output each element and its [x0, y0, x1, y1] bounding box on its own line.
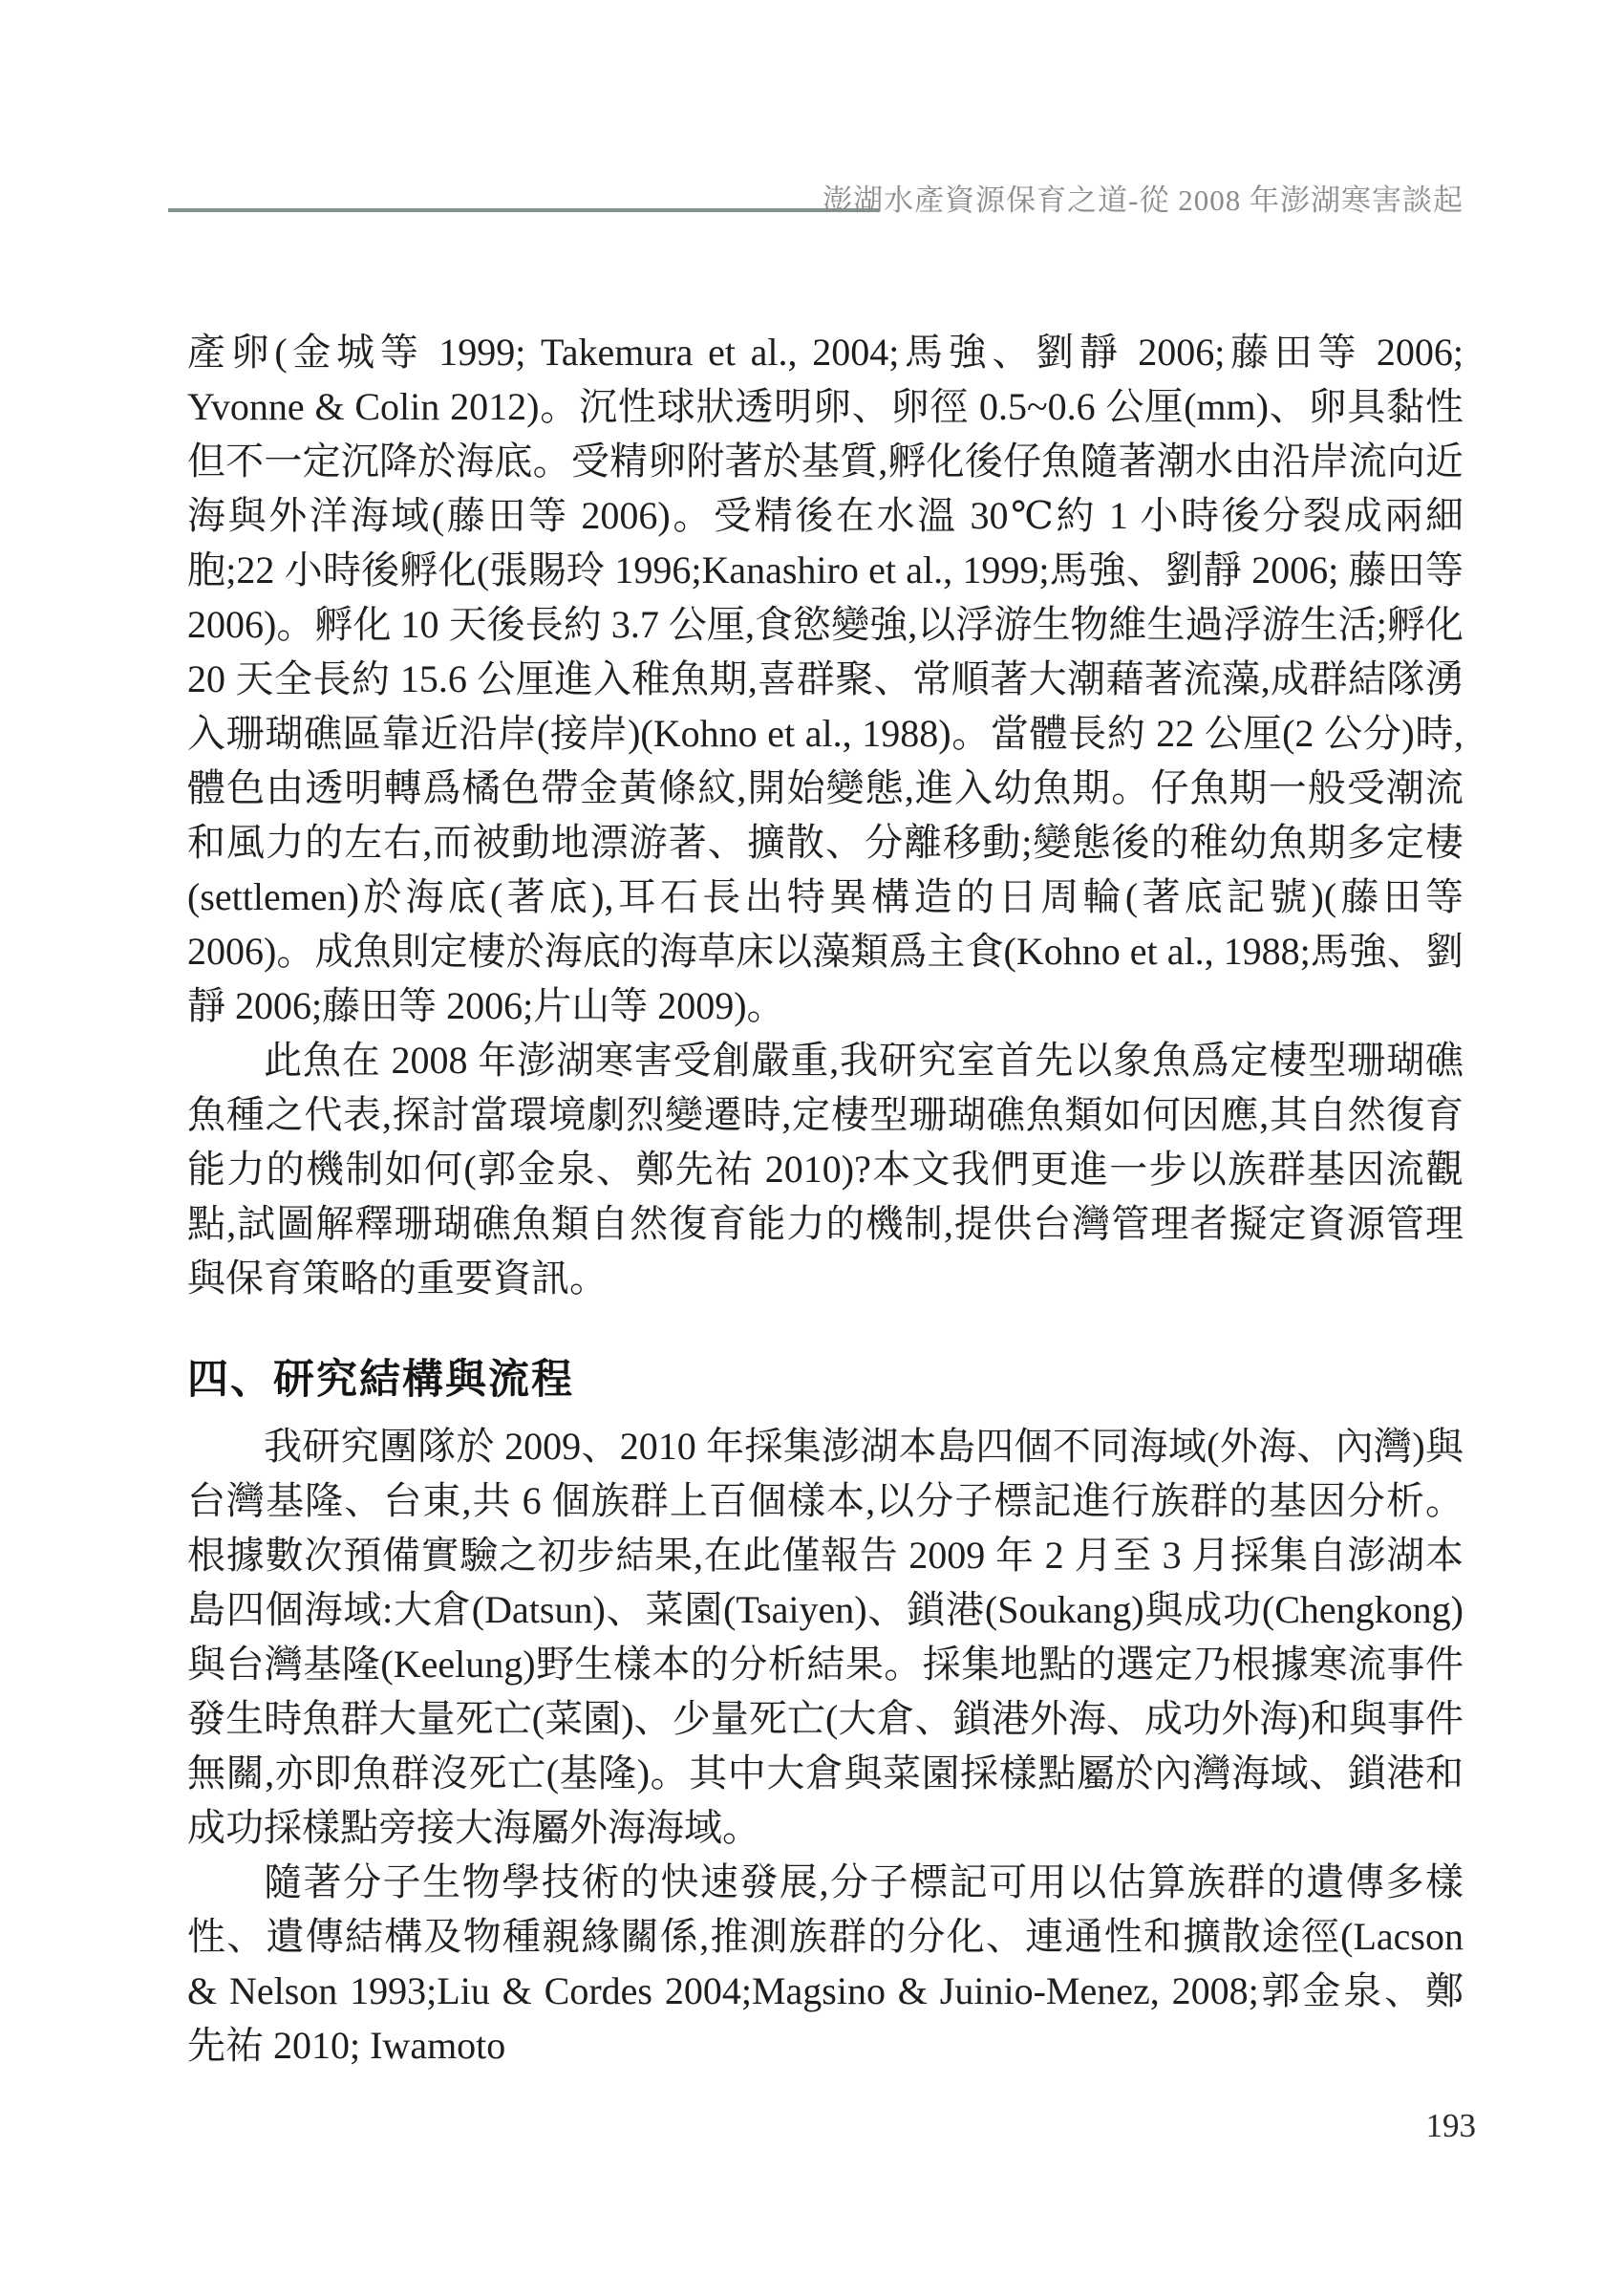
running-title: 澎湖水產資源保育之道-從 2008 年澎湖寒害談起 — [823, 183, 1464, 217]
header-rule — [168, 208, 879, 212]
section-heading: 四、研究結構與流程 — [187, 1358, 574, 1403]
page-number: 193 — [1425, 2107, 1476, 2144]
paragraph-molecular-markers: 隨著分子生物學技術的快速發展,分子標記可用以估算族群的遺傳多樣性、遺傳結構及物種親緣關係,推測族群的分化、連通性和擴散途徑(Lacson & Nelson 1993;Liu & Cordes 2004;Magsino & Juinio-Menez, 2008;郭金泉、鄭先祐 2010; Iwamoto — [187, 1860, 1464, 2067]
paragraph-cold-event-study: 此魚在 2008 年澎湖寒害受創嚴重,我研究室首先以象魚爲定棲型珊瑚礁魚種之代表,探討當環境劇烈變遷時,定棲型珊瑚礁魚類如何因應,其自然復育能力的機制如何(郭金泉、鄭先祐 2010)?本文我們更進一步以族群基因流觀點,試圖解釋珊瑚礁魚類自然復育能力的機制,提供台灣管理者擬定資源管理與保育策略的重要資訊。 — [187, 1039, 1464, 1300]
paragraph-spawning-biology: 產卵(金城等 1999; Takemura et al., 2004;馬強、劉靜 2006;藤田等 2006; Yvonne & Colin 2012)。沉性球狀透明卵、卵徑 0.5~0.6 公厘(mm)、卵具黏性但不一定沉降於海底。受精卵附著於基質,孵化後仔魚隨著潮水由沿岸流向近海與外洋海域(藤田等 2006)。受精後在水溫 30℃約 1 小時後分裂成兩細胞;22 小時後孵化(張賜玲 1996;Kanashiro et al., 1999;馬強、劉靜 2006; 藤田等 2006)。孵化 10 天後長約 3.7 公厘,食慾變強,以浮游生物維生過浮游生活;孵化 20 天全長約 15.6 公厘進入稚魚期,喜群聚、常順著大潮藉著流藻,成群結隊湧入珊瑚礁區靠近沿岸(接岸)(Kohno et al., 1988)。當體長約 22 公厘(2 公分)時,體色由透明轉爲橘色帶金黃條紋,開始變態,進入幼魚期。仔魚期一般受潮流和風力的左右,而被動地漂游著、擴散、分離移動;變態後的稚幼魚期多定棲(settlemen)於海底(著底),耳石長出特異構造的日周輪(著底記號)(藤田等 2006)。成魚則定棲於海底的海草床以藻類爲主食(Kohno et al., 1988;馬強、劉靜 2006;藤田等 2006;片山等 2009)。 — [187, 331, 1464, 1027]
paragraph-sampling-design: 我研究團隊於 2009、2010 年採集澎湖本島四個不同海域(外海、內灣)與台灣基隆、台東,共 6 個族群上百個樣本,以分子標記進行族群的基因分析。根據數次預備實驗之初步結果,在此僅報告 2009 年 2 月至 3 月採集自澎湖本島四個海域:大倉(Datsun)、菜園(Tsaiyen)、鎖港(Soukang)與成功(Chengkong)與台灣基隆(Keelung)野生樣本的分析結果。採集地點的選定乃根據寒流事件發生時魚群大量死亡(菜園)、少量死亡(大倉、鎖港外海、成功外海)和與事件無關,亦即魚群沒死亡(基隆)。其中大倉與菜園採樣點屬於內灣海域、鎖港和成功採樣點旁接大海屬外海海域。 — [187, 1425, 1464, 1849]
body-text-block — [187, 325, 1464, 2073]
